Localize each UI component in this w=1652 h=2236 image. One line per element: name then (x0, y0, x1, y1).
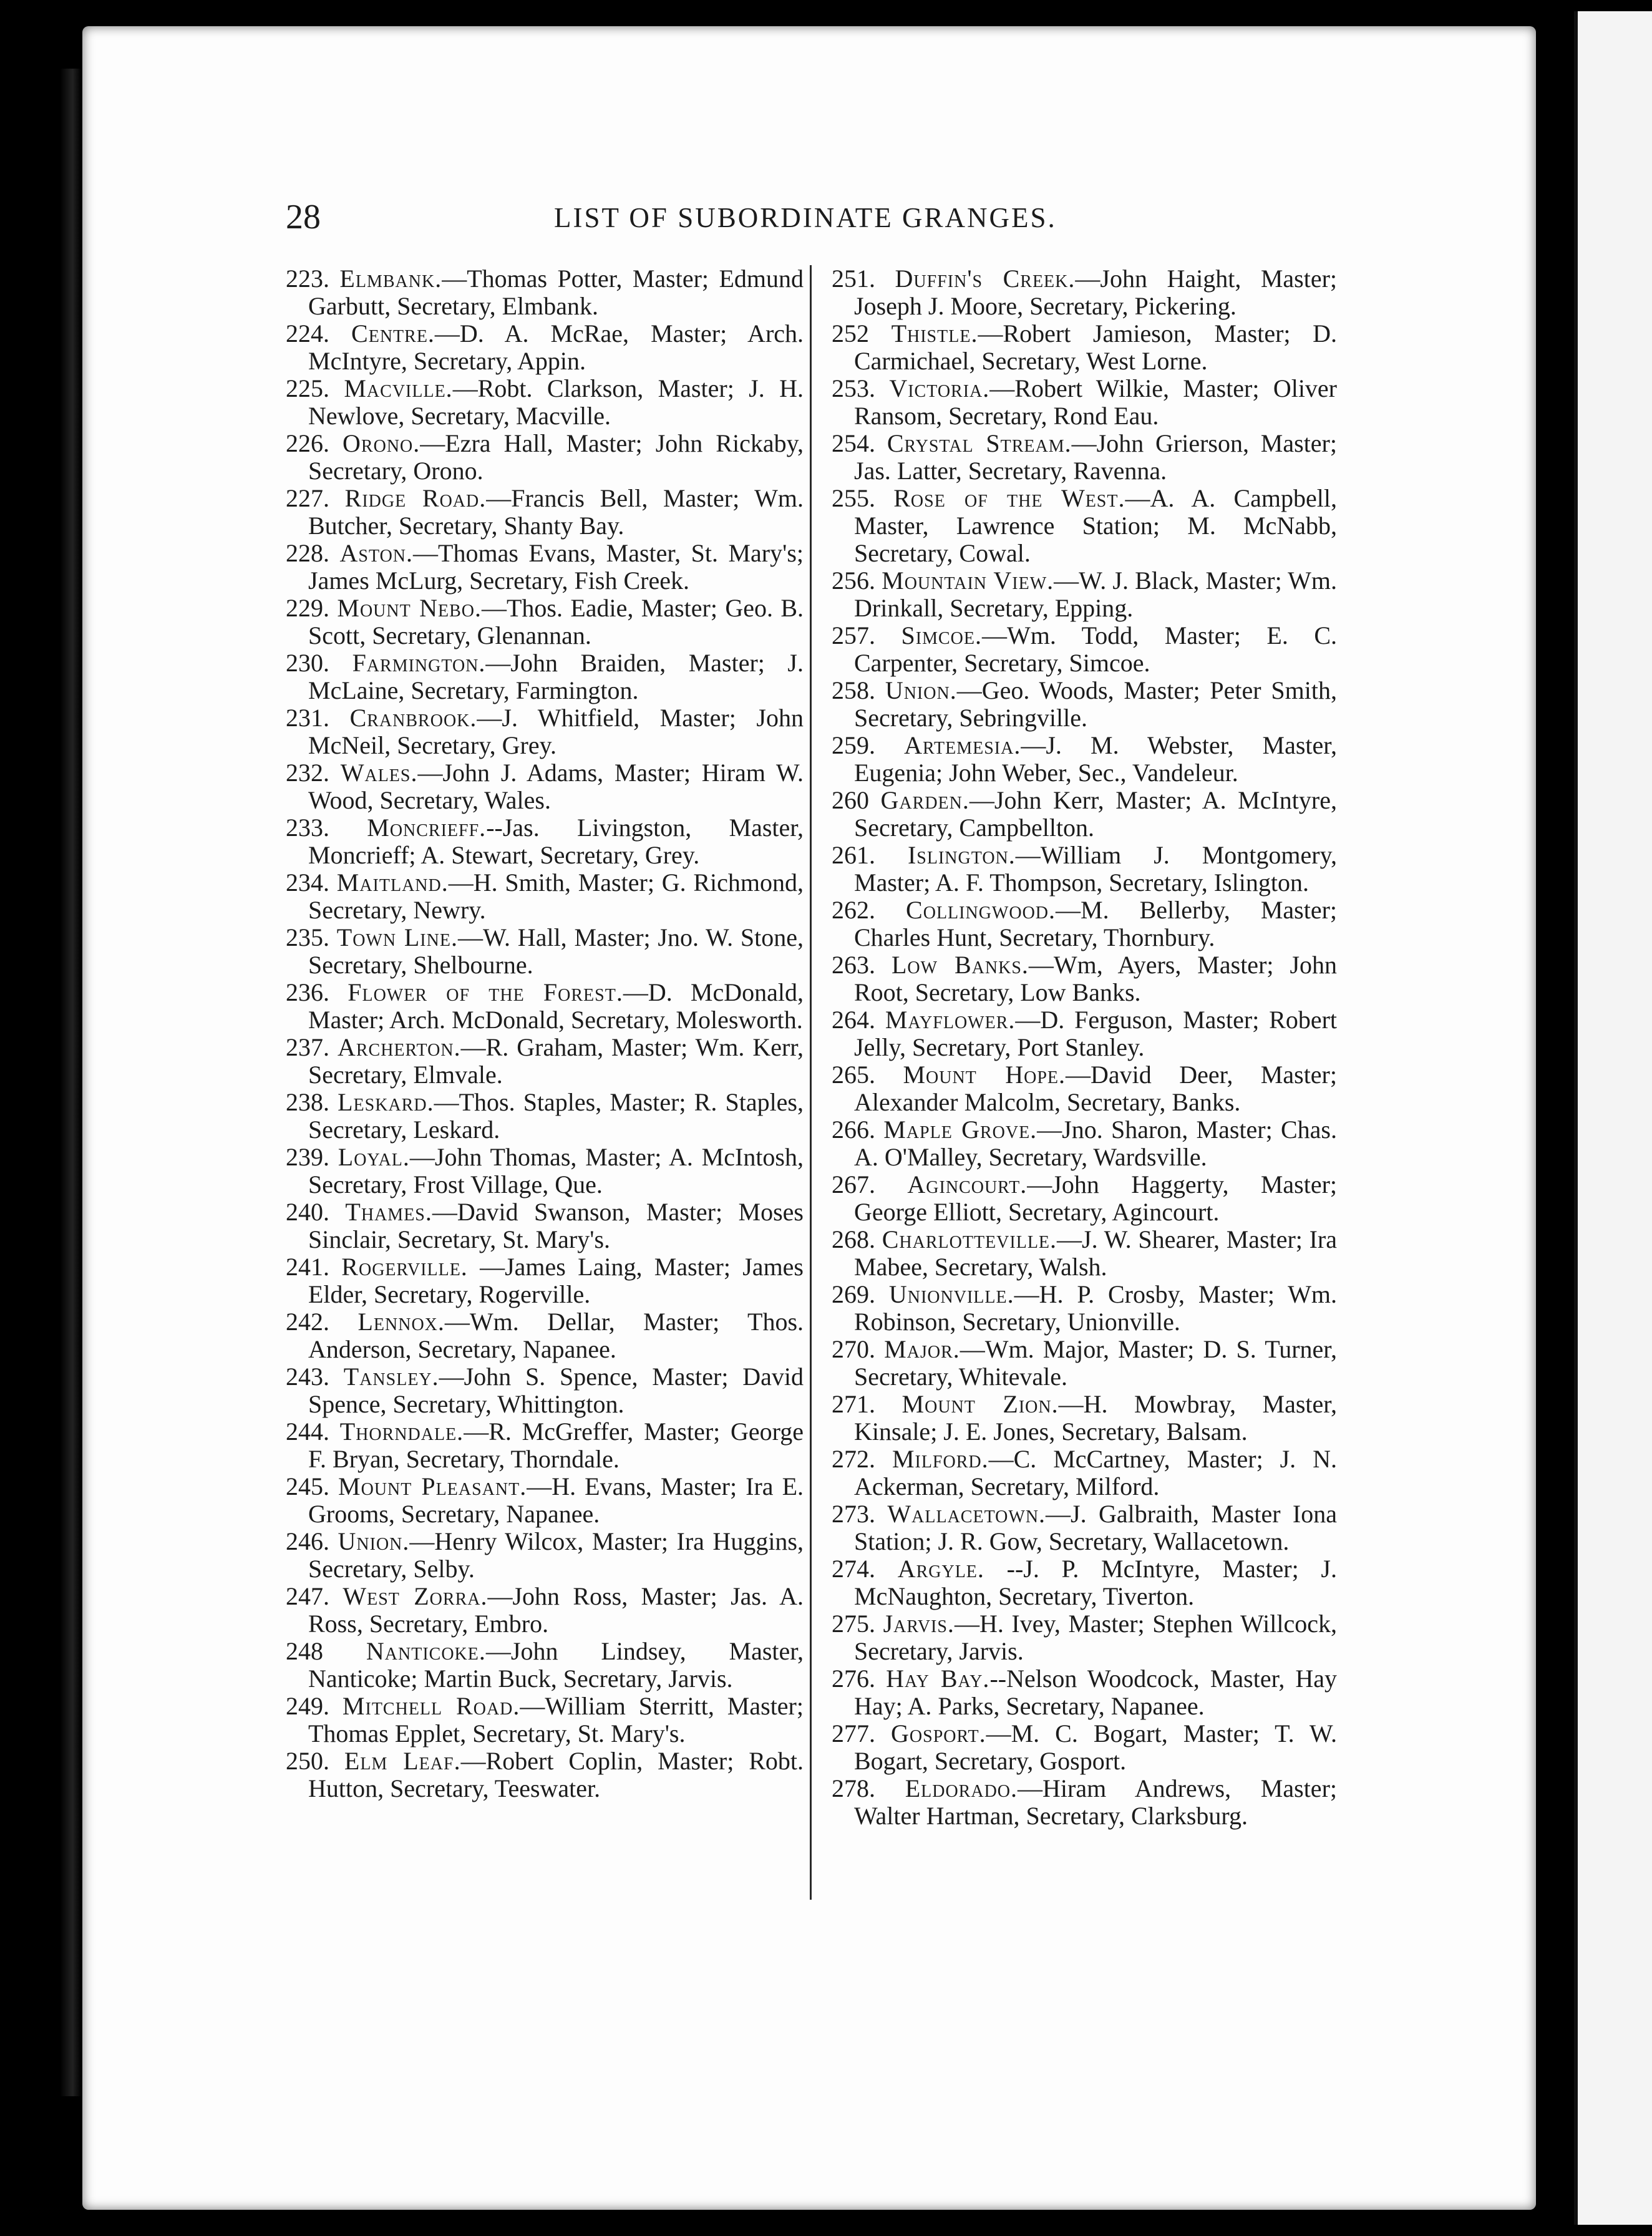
entry-officers: —H. P. Crosby, Master; Wm. Robinson, Secretary, Unionville. (854, 1280, 1338, 1336)
grange-name: Mayflower. (885, 1006, 1016, 1034)
entry-number: 258. (832, 676, 875, 704)
grange-entry (286, 1693, 804, 1747)
grange-name: Charlotteville. (882, 1225, 1057, 1253)
entry-number: 227. (286, 484, 329, 512)
grange-name: Garden. (880, 786, 969, 814)
entry-number: 255. (832, 484, 875, 512)
entry-number: 239. (286, 1143, 329, 1171)
entry-officers: —John Braiden, Master; J. McLaine, Secretary, Farmington. (308, 649, 804, 704)
entry-officers: —David Deer, Master; Alexander Malcolm, Secretary, Banks. (854, 1061, 1337, 1116)
entry-number: 270. (832, 1335, 875, 1363)
grange-entry (286, 1198, 804, 1253)
entry-officers: —John J. Adams, Master; Hiram W. Wood, Secretary, Wales. (308, 759, 804, 814)
entry-number: 265. (832, 1061, 875, 1089)
entry-officers: —W. J. Black, Master; Wm. Drinkall, Secretary, Epping. (854, 566, 1337, 622)
entry-number: 262. (832, 896, 875, 924)
entry-officers: —D. McDonald, Master; Arch. McDonald, Secretary, Molesworth. (308, 978, 804, 1034)
grange-entry (832, 732, 1337, 787)
grange-entry (286, 979, 804, 1034)
grange-entry (286, 1034, 804, 1089)
entry-officers: —J. Whitfield, Master; John McNeil, Secretary, Grey. (308, 704, 804, 759)
grange-name: Union. (338, 1527, 410, 1555)
grange-entry (832, 320, 1337, 375)
grange-name: Rogerville. (341, 1253, 468, 1281)
grange-name: Mitchell Road. (342, 1692, 520, 1720)
grange-entry (832, 1720, 1337, 1775)
grange-entry (832, 1500, 1337, 1555)
grange-name: Macville. (344, 374, 453, 402)
entry-officers: --J. P. McIntyre, Master; J. McNaughton, Secretary, Tiverton. (854, 1555, 1337, 1610)
grange-entry (286, 430, 804, 485)
grange-entry (832, 1555, 1337, 1610)
grange-entry (832, 842, 1337, 897)
grange-entry (286, 485, 804, 540)
entry-number: 259. (832, 731, 875, 759)
grange-entry (286, 704, 804, 759)
entry-officers: —Henry Wilcox, Master; Ira Huggins, Secretary, Selby. (308, 1527, 804, 1583)
grange-entry (286, 1308, 804, 1363)
entry-number: 244. (286, 1417, 329, 1446)
grange-entry (286, 759, 804, 814)
entry-number: 267. (832, 1170, 875, 1198)
grange-name: Unionville. (888, 1280, 1014, 1308)
grange-entry (832, 265, 1337, 320)
grange-name: Archerton. (337, 1033, 461, 1061)
entry-officers: —Thos. Eadie, Master; Geo. B. Scott, Secretary, Glenannan. (308, 594, 804, 649)
entry-number: 234. (286, 868, 329, 897)
entry-officers: —Robt. Clarkson, Master; J. H. Newlove, Secretary, Macville. (308, 374, 804, 430)
grange-entry (832, 485, 1337, 567)
grange-entry (832, 1006, 1337, 1061)
entry-officers: —H. Smith, Master; G. Richmond, Secretary, Newry. (308, 868, 804, 924)
grange-name: Thorndale. (339, 1417, 464, 1446)
grange-name: Mount Hope. (903, 1061, 1066, 1089)
entry-officers: —R. McGreffer, Master; George F. Bryan, Secretary, Thorndale. (308, 1417, 804, 1473)
grange-entry (832, 622, 1337, 677)
entry-officers: —W. Hall, Master; Jno. W. Stone, Secretary, Shelbourne. (308, 923, 804, 979)
grange-entry (832, 1391, 1337, 1446)
grange-name: Jarvis. (883, 1610, 955, 1638)
entry-officers: —Ezra Hall, Master; John Rickaby, Secretary, Orono. (308, 429, 804, 485)
entry-number: 268. (832, 1225, 875, 1253)
grange-name: Gosport. (891, 1719, 986, 1747)
grange-entry (286, 1144, 804, 1198)
right-column (832, 265, 1337, 1830)
running-head: LIST OF SUBORDINATE GRANGES. (554, 202, 1057, 233)
entry-number: 228. (286, 539, 329, 567)
grange-entry (286, 1528, 804, 1583)
entry-officers: —A. A. Campbell, Master, Lawrence Station; M. McNabb, Secretary, Cowal. (854, 484, 1338, 567)
grange-entry (286, 1418, 804, 1473)
grange-name: Thistle. (891, 319, 978, 348)
grange-entry (286, 649, 804, 704)
entry-officers: —John Thomas, Master; A. McIntosh, Secretary, Frost Village, Que. (308, 1143, 804, 1198)
grange-name: Cranbrook. (349, 704, 477, 732)
entry-officers: —Thos. Staples, Master; R. Staples, Secretary, Leskard. (308, 1088, 804, 1144)
grange-entry (286, 375, 804, 430)
entry-number: 260 (832, 786, 869, 814)
grange-entry (832, 1061, 1337, 1116)
grange-name: Wales. (340, 759, 418, 787)
entry-number: 257. (832, 621, 875, 649)
grange-name: Thames. (345, 1198, 432, 1226)
grange-name: Aston. (339, 539, 414, 567)
entry-officers: —Jno. Sharon, Master; Chas. A. O'Malley, Secretary, Wardsville. (854, 1116, 1337, 1171)
entry-number: 241. (286, 1253, 329, 1281)
grange-entry (832, 375, 1337, 430)
grange-entry (832, 677, 1337, 732)
entry-officers: —John Ross, Master; Jas. A. Ross, Secretary, Embro. (308, 1582, 804, 1638)
grange-name: Victoria. (889, 374, 990, 402)
entry-officers: —R. Graham, Master; Wm. Kerr, Secretary, Elmvale. (308, 1033, 804, 1089)
entry-officers: —D. Ferguson, Master; Robert Jelly, Secretary, Port Stanley. (854, 1006, 1338, 1061)
entry-number: 266. (832, 1116, 875, 1144)
entry-officers: —J. W. Shearer, Master; Ira Mabee, Secretary, Walsh. (854, 1225, 1337, 1281)
entry-number: 261. (832, 841, 875, 869)
entry-number: 277. (832, 1719, 875, 1747)
entry-officers: —D. A. McRae, Master; Arch. McIntyre, Secretary, Appin. (308, 319, 804, 375)
entry-number: 237. (286, 1033, 329, 1061)
entry-officers: —Francis Bell, Master; Wm. Butcher, Secretary, Shanty Bay. (308, 484, 804, 540)
grange-entry (832, 951, 1337, 1006)
grange-name: Mount Pleasant. (338, 1472, 527, 1500)
entry-number: 223. (286, 265, 329, 293)
grange-name: Mount Zion. (901, 1390, 1059, 1418)
grange-name: Nanticoke. (366, 1637, 486, 1665)
entry-officers: —Wm. Todd, Master; E. C. Carpenter, Secretary, Simcoe. (854, 621, 1338, 677)
grange-name: Artemesia. (904, 731, 1021, 759)
entry-number: 256. (832, 566, 875, 595)
grange-entry (286, 1638, 804, 1693)
grange-entry (286, 265, 804, 320)
grange-name: Elm Leaf. (344, 1747, 461, 1775)
entry-number: 224. (286, 319, 329, 348)
grange-entry (832, 1446, 1337, 1500)
grange-entry (832, 1610, 1337, 1665)
entry-number: 272. (832, 1445, 875, 1473)
entry-officers: —Wm. Major, Master; D. S. Turner, Secretary, Whitevale. (854, 1335, 1338, 1391)
grange-entry (832, 787, 1337, 842)
grange-entry (286, 814, 804, 869)
entry-number: 250. (286, 1747, 329, 1775)
grange-name: Maple Grove. (883, 1116, 1037, 1144)
entry-officers: --Nelson Woodcock, Master, Hay Hay; A. Parks, Secretary, Napanee. (854, 1665, 1338, 1720)
entry-officers: —John S. Spence, Master; David Spence, Secretary, Whittington. (308, 1363, 804, 1418)
grange-name: Wallacetown. (887, 1500, 1046, 1528)
entry-number: 264. (832, 1006, 875, 1034)
grange-name: Mountain View. (882, 566, 1054, 595)
grange-entry (286, 540, 804, 595)
entry-number: 251. (832, 265, 875, 293)
grange-name: Maitland. (336, 868, 449, 897)
entry-officers: —John Haight, Master; Joseph J. Moore, Secretary, Pickering. (854, 265, 1338, 320)
grange-name: Agincourt. (907, 1170, 1028, 1198)
entry-number: 245. (286, 1472, 329, 1500)
entry-number: 229. (286, 594, 329, 622)
entry-officers: —David Swanson, Master; Moses Sinclair, Secretary, St. Mary's. (308, 1198, 804, 1253)
grange-entry (832, 1336, 1337, 1391)
entry-number: 278. (832, 1774, 875, 1802)
grange-entry (286, 924, 804, 979)
grange-entry (286, 1583, 804, 1638)
entry-officers: —John Grierson, Master; Jas. Latter, Secretary, Ravenna. (854, 429, 1337, 485)
entry-officers: —William J. Montgomery, Master; A. F. Thompson, Secretary, Islington. (854, 841, 1338, 897)
grange-name: Islington. (907, 841, 1016, 869)
entry-number: 253. (832, 374, 875, 402)
grange-name: West Zorra. (343, 1582, 488, 1610)
binding-shadow (60, 69, 81, 2096)
entry-number: 236. (286, 978, 329, 1006)
grange-name: Centre. (351, 319, 435, 348)
entry-number: 263. (832, 951, 875, 979)
entry-number: 254. (832, 429, 875, 457)
grange-entry (286, 1253, 804, 1308)
entry-number: 275. (832, 1610, 875, 1638)
grange-name: Moncrieff. (367, 814, 487, 842)
grange-entry (286, 869, 804, 924)
grange-name: Simcoe. (901, 621, 982, 649)
grange-entry (286, 1363, 804, 1418)
entry-number: 243. (286, 1363, 329, 1391)
grange-name: Rose of the West. (893, 484, 1125, 512)
entry-number: 238. (286, 1088, 329, 1116)
entry-officers: —Geo. Woods, Master; Peter Smith, Secretary, Sebringville. (854, 676, 1337, 732)
grange-entry (286, 1089, 804, 1144)
grange-name: Low Banks. (891, 951, 1029, 979)
grange-name: Hay Bay. (886, 1665, 990, 1693)
entry-number: 249. (286, 1692, 329, 1720)
entry-officers: —Thomas Potter, Master; Edmund Garbutt, Secretary, Elmbank. (308, 265, 804, 320)
grange-name: Lennox. (357, 1308, 445, 1336)
grange-name: Union. (885, 676, 957, 704)
grange-entry (832, 1775, 1337, 1830)
entry-number: 247. (286, 1582, 329, 1610)
grange-entry (832, 1171, 1337, 1226)
entry-number: 235. (286, 923, 329, 951)
adjacent-page-edge (1574, 11, 1652, 2225)
entry-number: 226. (286, 429, 329, 457)
entry-number: 242. (286, 1308, 329, 1336)
entry-officers: —Hiram Andrews, Master; Walter Hartman, Secretary, Clarksburg. (854, 1774, 1337, 1830)
page-number: 28 (286, 198, 321, 236)
grange-name: Argyle. (897, 1555, 984, 1583)
grange-name: Eldorado. (905, 1774, 1018, 1802)
grange-name: Town Line. (336, 923, 458, 951)
entry-officers: --Jas. Livingston, Master, Moncrieff; A. Stewart, Secretary, Grey. (308, 814, 804, 869)
grange-entry (832, 567, 1337, 622)
left-column (286, 265, 804, 1802)
entry-officers: —Wm, Ayers, Master; John Root, Secretary, Low Banks. (854, 951, 1338, 1006)
grange-name: Tansley. (343, 1363, 439, 1391)
grange-entry (832, 1281, 1337, 1336)
entry-number: 248 (286, 1637, 323, 1665)
grange-name: Milford. (892, 1445, 989, 1473)
column-divider (810, 265, 812, 1900)
grange-name: Crystal Stream. (887, 429, 1072, 457)
grange-name: Collingwood. (906, 896, 1056, 924)
entry-number: 252 (832, 319, 869, 348)
entry-officers: —M. C. Bogart, Master; T. W. Bogart, Secretary, Gosport. (854, 1719, 1338, 1775)
page-header (286, 198, 1359, 236)
entry-number: 271. (832, 1390, 875, 1418)
grange-entry (832, 1226, 1337, 1281)
entry-officers: —James Laing, Master; James Elder, Secretary, Rogerville. (308, 1253, 804, 1308)
grange-entry (832, 1116, 1337, 1171)
entry-number: 225. (286, 374, 329, 402)
entry-officers: —C. McCartney, Master; J. N. Ackerman, Secretary, Milford. (854, 1445, 1338, 1500)
entry-number: 230. (286, 649, 329, 677)
entry-number: 231. (286, 704, 329, 732)
grange-entry (286, 1473, 804, 1528)
grange-entry (286, 1747, 804, 1802)
entry-officers: —J. M. Webster, Master, Eugenia; John Weber, Sec., Vandeleur. (854, 731, 1337, 787)
entry-number: 274. (832, 1555, 875, 1583)
entry-officers: —Robert Jamieson, Master; D. Carmichael, Secretary, West Lorne. (854, 319, 1337, 375)
entry-officers: —Thomas Evans, Master, St. Mary's; James McLurg, Secretary, Fish Creek. (308, 539, 804, 595)
grange-name: Duffin's Creek. (895, 265, 1076, 293)
grange-name: Farmington. (352, 649, 486, 677)
entry-number: 269. (832, 1280, 875, 1308)
grange-entry (286, 595, 804, 649)
entry-officers: —H. Mowbray, Master, Kinsale; J. E. Jones, Secretary, Balsam. (854, 1390, 1337, 1446)
entry-number: 276. (832, 1665, 875, 1693)
entry-number: 232. (286, 759, 329, 787)
entry-officers: —M. Bellerby, Master; Charles Hunt, Secretary, Thornbury. (854, 896, 1337, 951)
grange-entry (286, 320, 804, 375)
book-gutter (1537, 0, 1574, 2236)
grange-entry (832, 430, 1337, 485)
entry-officers: —Robert Wilkie, Master; Oliver Ransom, Secretary, Rond Eau. (854, 374, 1338, 430)
grange-name: Major. (884, 1335, 960, 1363)
grange-name: Mount Nebo. (337, 594, 482, 622)
grange-name: Leskard. (338, 1088, 434, 1116)
entry-officers: —H. Ivey, Master; Stephen Willcock, Secretary, Jarvis. (854, 1610, 1337, 1665)
grange-name: Elmbank. (339, 265, 442, 293)
entry-officers: —Robert Coplin, Master; Robt. Hutton, Secretary, Teeswater. (308, 1747, 804, 1802)
entry-number: 233. (286, 814, 329, 842)
entry-number: 246. (286, 1527, 329, 1555)
entry-number: 240. (286, 1198, 329, 1226)
entry-officers: —J. Galbraith, Master Iona Station; J. R. Gow, Secretary, Wallacetown. (854, 1500, 1337, 1555)
grange-name: Orono. (343, 429, 420, 457)
grange-name: Flower of the Forest. (347, 978, 623, 1006)
entry-number: 273. (832, 1500, 875, 1528)
grange-name: Loyal. (338, 1143, 410, 1171)
entry-officers: —Wm. Dellar, Master; Thos. Anderson, Secretary, Napanee. (308, 1308, 804, 1363)
grange-entry (832, 897, 1337, 951)
grange-name: Ridge Road. (344, 484, 487, 512)
entry-officers: —William Sterritt, Master; Thomas Epplet, Secretary, St. Mary's. (308, 1692, 804, 1747)
entry-officers: —John Haggerty, Master; George Elliott, Secretary, Agincourt. (854, 1170, 1338, 1226)
entry-officers: —John Lindsey, Master, Nanticoke; Martin Buck, Secretary, Jarvis. (308, 1637, 804, 1693)
grange-entry (832, 1665, 1337, 1720)
entry-officers: —John Kerr, Master; A. McIntyre, Secretary, Campbellton. (854, 786, 1337, 842)
entry-officers: —H. Evans, Master; Ira E. Grooms, Secretary, Napanee. (308, 1472, 804, 1528)
